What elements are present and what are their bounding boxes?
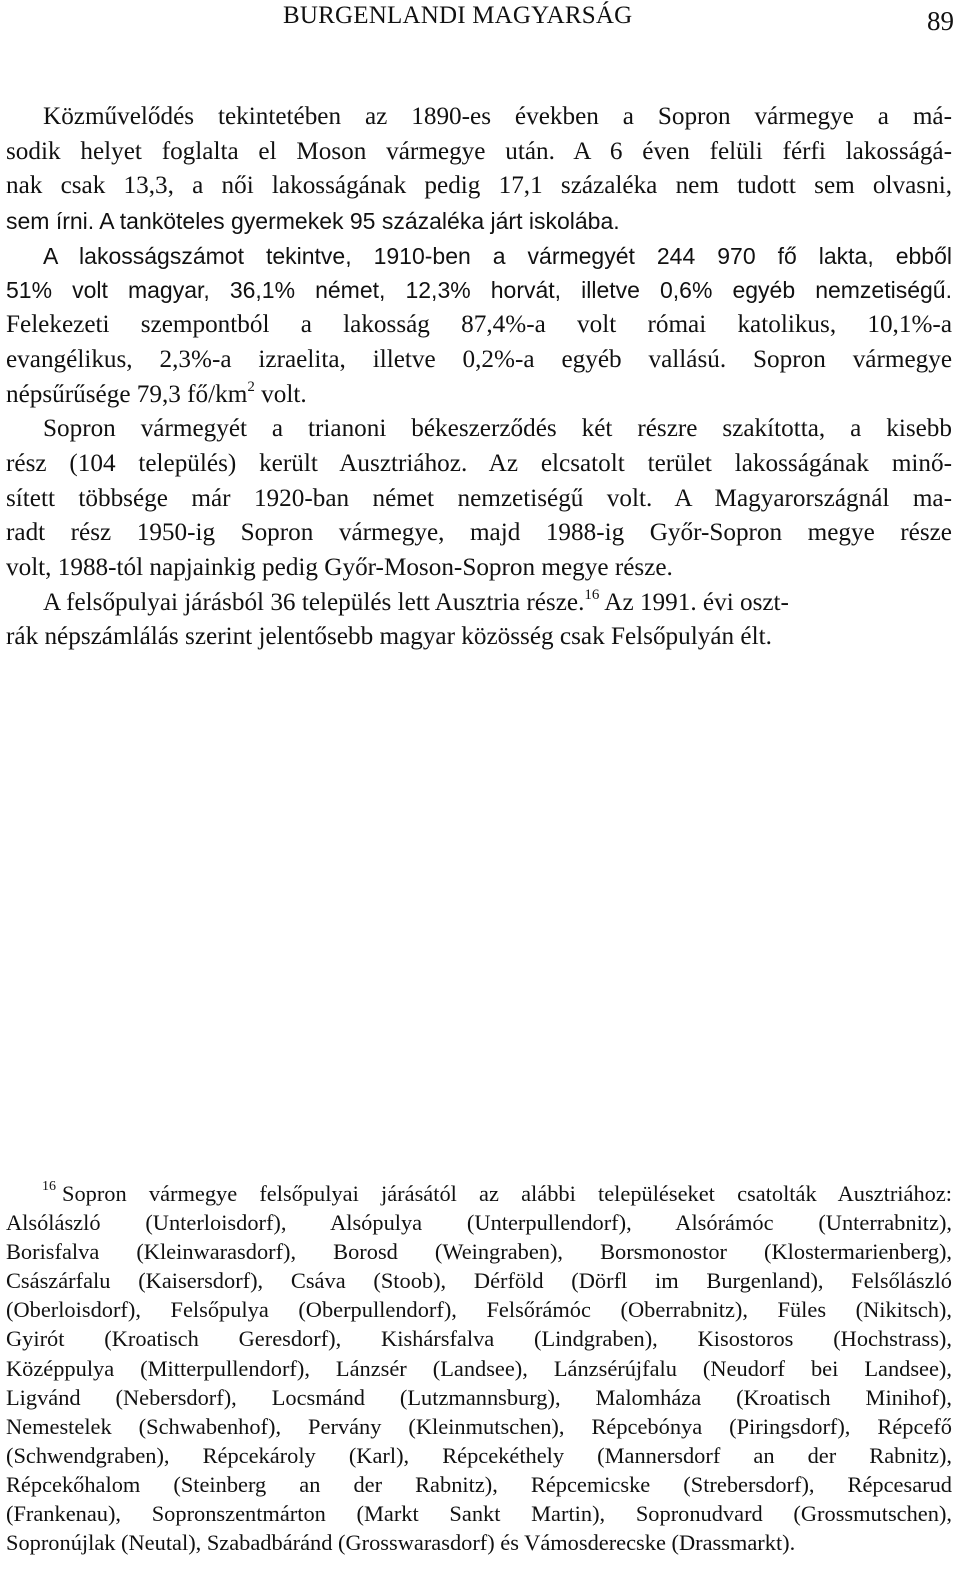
footnote-reference: 16 bbox=[584, 586, 600, 603]
line-text: népsűrűsége 79,3 fő/km bbox=[6, 380, 248, 408]
footnote-line: Középpulya (Mitterpullendorf), Lánzsér (Landsee), Lánzsérújfalu (Neudorf bei Landsee), bbox=[6, 1355, 952, 1381]
footnote-line: Gyirót (Kroatisch Geresdorf), Kishársfalva (Lindgraben), Kisostoros (Hochstrass), bbox=[6, 1326, 952, 1352]
body-line: volt, 1988-tól napjainkig pedig Győr-Moson-Sopron megye része. bbox=[6, 553, 673, 581]
body-line: rész (104 település) került Ausztriához. Az elcsatolt terület lakosságának minő- bbox=[6, 449, 952, 477]
body-line: nak csak 13,3, a női lakosságának pedig 17,1 százaléka nem tudott sem olvasni, bbox=[6, 172, 952, 200]
footnote-line: (Oberloisdorf), Felsőpulya (Oberpullendorf), Felsőrámóc (Oberrabnitz), Füles (Nikitsch), bbox=[6, 1297, 952, 1323]
body-line: A lakosságszámot tekintve, 1910-ben a vármegyét 244 970 fő lakta, ebből bbox=[43, 242, 952, 269]
body-line: sodik helyet foglalta el Moson vármegye után. A 6 éven felüli férfi lakosságá- bbox=[6, 137, 952, 165]
page-number: 89 bbox=[927, 6, 954, 36]
footnote-line: Alsólászló (Unterloisdorf), Alsópulya (Unterpullendorf), Alsórámóc (Unterrabnitz), bbox=[6, 1210, 952, 1236]
body-line: radt rész 1950-ig Sopron vármegye, majd 1988-ig Győr-Sopron megye része bbox=[6, 519, 952, 547]
body-line: sített többsége már 1920-ban német nemzetiségű volt. A Magyarországnál ma- bbox=[6, 484, 952, 512]
footnote-line bbox=[6, 1179, 952, 1208]
body-line: Sopron vármegyét a trianoni békeszerződés két részre szakította, a kisebb bbox=[43, 415, 952, 443]
footnote-line: Ligvánd (Nebersdorf), Locsmánd (Lutzmannsburg), Malomháza (Kroatisch Minihof), bbox=[6, 1384, 952, 1410]
footnote-line: Répcekőhalom (Steinberg an der Rabnitz), Répcemicske (Strebersdorf), Répcesarud bbox=[6, 1471, 952, 1497]
footnote-line: Sopronújlak (Neutal), Szabadbáránd (Grosswarasdorf) és Vámosderecske (Drassmarkt). bbox=[6, 1530, 796, 1556]
body-line bbox=[6, 586, 952, 621]
body-line: evangélikus, 2,3%-a izraelita, illetve 0,2%-a egyéb vallású. Sopron vármegye bbox=[6, 345, 952, 373]
body-line: rák népszámlálás szerint jelentősebb magyar közösség csak Felsőpulyán élt. bbox=[6, 623, 772, 651]
body-line: sem írni. A tanköteles gyermekek 95 százaléka járt iskolába. bbox=[6, 208, 620, 235]
footnote-line: Nemestelek (Schwabenhof), Pervány (Kleinmutschen), Répcebónya (Piringsdorf), Répcefő bbox=[6, 1413, 952, 1439]
body-text bbox=[6, 100, 952, 655]
superscript-exponent: 2 bbox=[247, 378, 255, 395]
running-head bbox=[0, 2, 960, 38]
footnote-line: Császárfalu (Kaisersdorf), Csáva (Stoob), Dérföld (Dörfl im Burgenland), Felsőlászló bbox=[6, 1268, 952, 1294]
footnote-line: Borisfalva (Kleinwarasdorf), Borosd (Weingraben), Borsmonostor (Klostermarienberg), bbox=[6, 1239, 952, 1265]
running-title: BURGENLANDI MAGYARSÁG bbox=[283, 2, 633, 29]
line-text: A felsőpulyai járásból 36 település lett Ausztria része. bbox=[43, 588, 585, 616]
body-line: Közművelődés tekintetében az 1890-es években a Sopron vármegye a má- bbox=[43, 103, 952, 130]
footnote-marker: 16 bbox=[42, 1179, 56, 1194]
body-line: Felekezeti szempontból a lakosság 87,4%-a volt római katolikus, 10,1%-a bbox=[6, 311, 952, 339]
body-line bbox=[6, 378, 952, 413]
line-text: volt. bbox=[254, 380, 307, 408]
footnote bbox=[6, 1179, 952, 1557]
footnote-line: (Schwendgraben), Répcekároly (Karl), Répcekéthely (Mannersdorf an der Rabnitz), bbox=[6, 1442, 952, 1468]
footnote-text: Sopron vármegye felsőpulyai járásától az alábbi településeket csatolták Ausztriához: bbox=[62, 1181, 952, 1206]
body-line: 51% volt magyar, 36,1% német, 12,3% horvát, illetve 0,6% egyéb nemzetiségű. bbox=[6, 277, 952, 304]
line-text: Az 1991. évi oszt- bbox=[599, 588, 789, 616]
footnote-line: (Frankenau), Sopronszentmárton (Markt Sankt Martin), Sopronudvard (Grossmutschen), bbox=[6, 1501, 952, 1527]
